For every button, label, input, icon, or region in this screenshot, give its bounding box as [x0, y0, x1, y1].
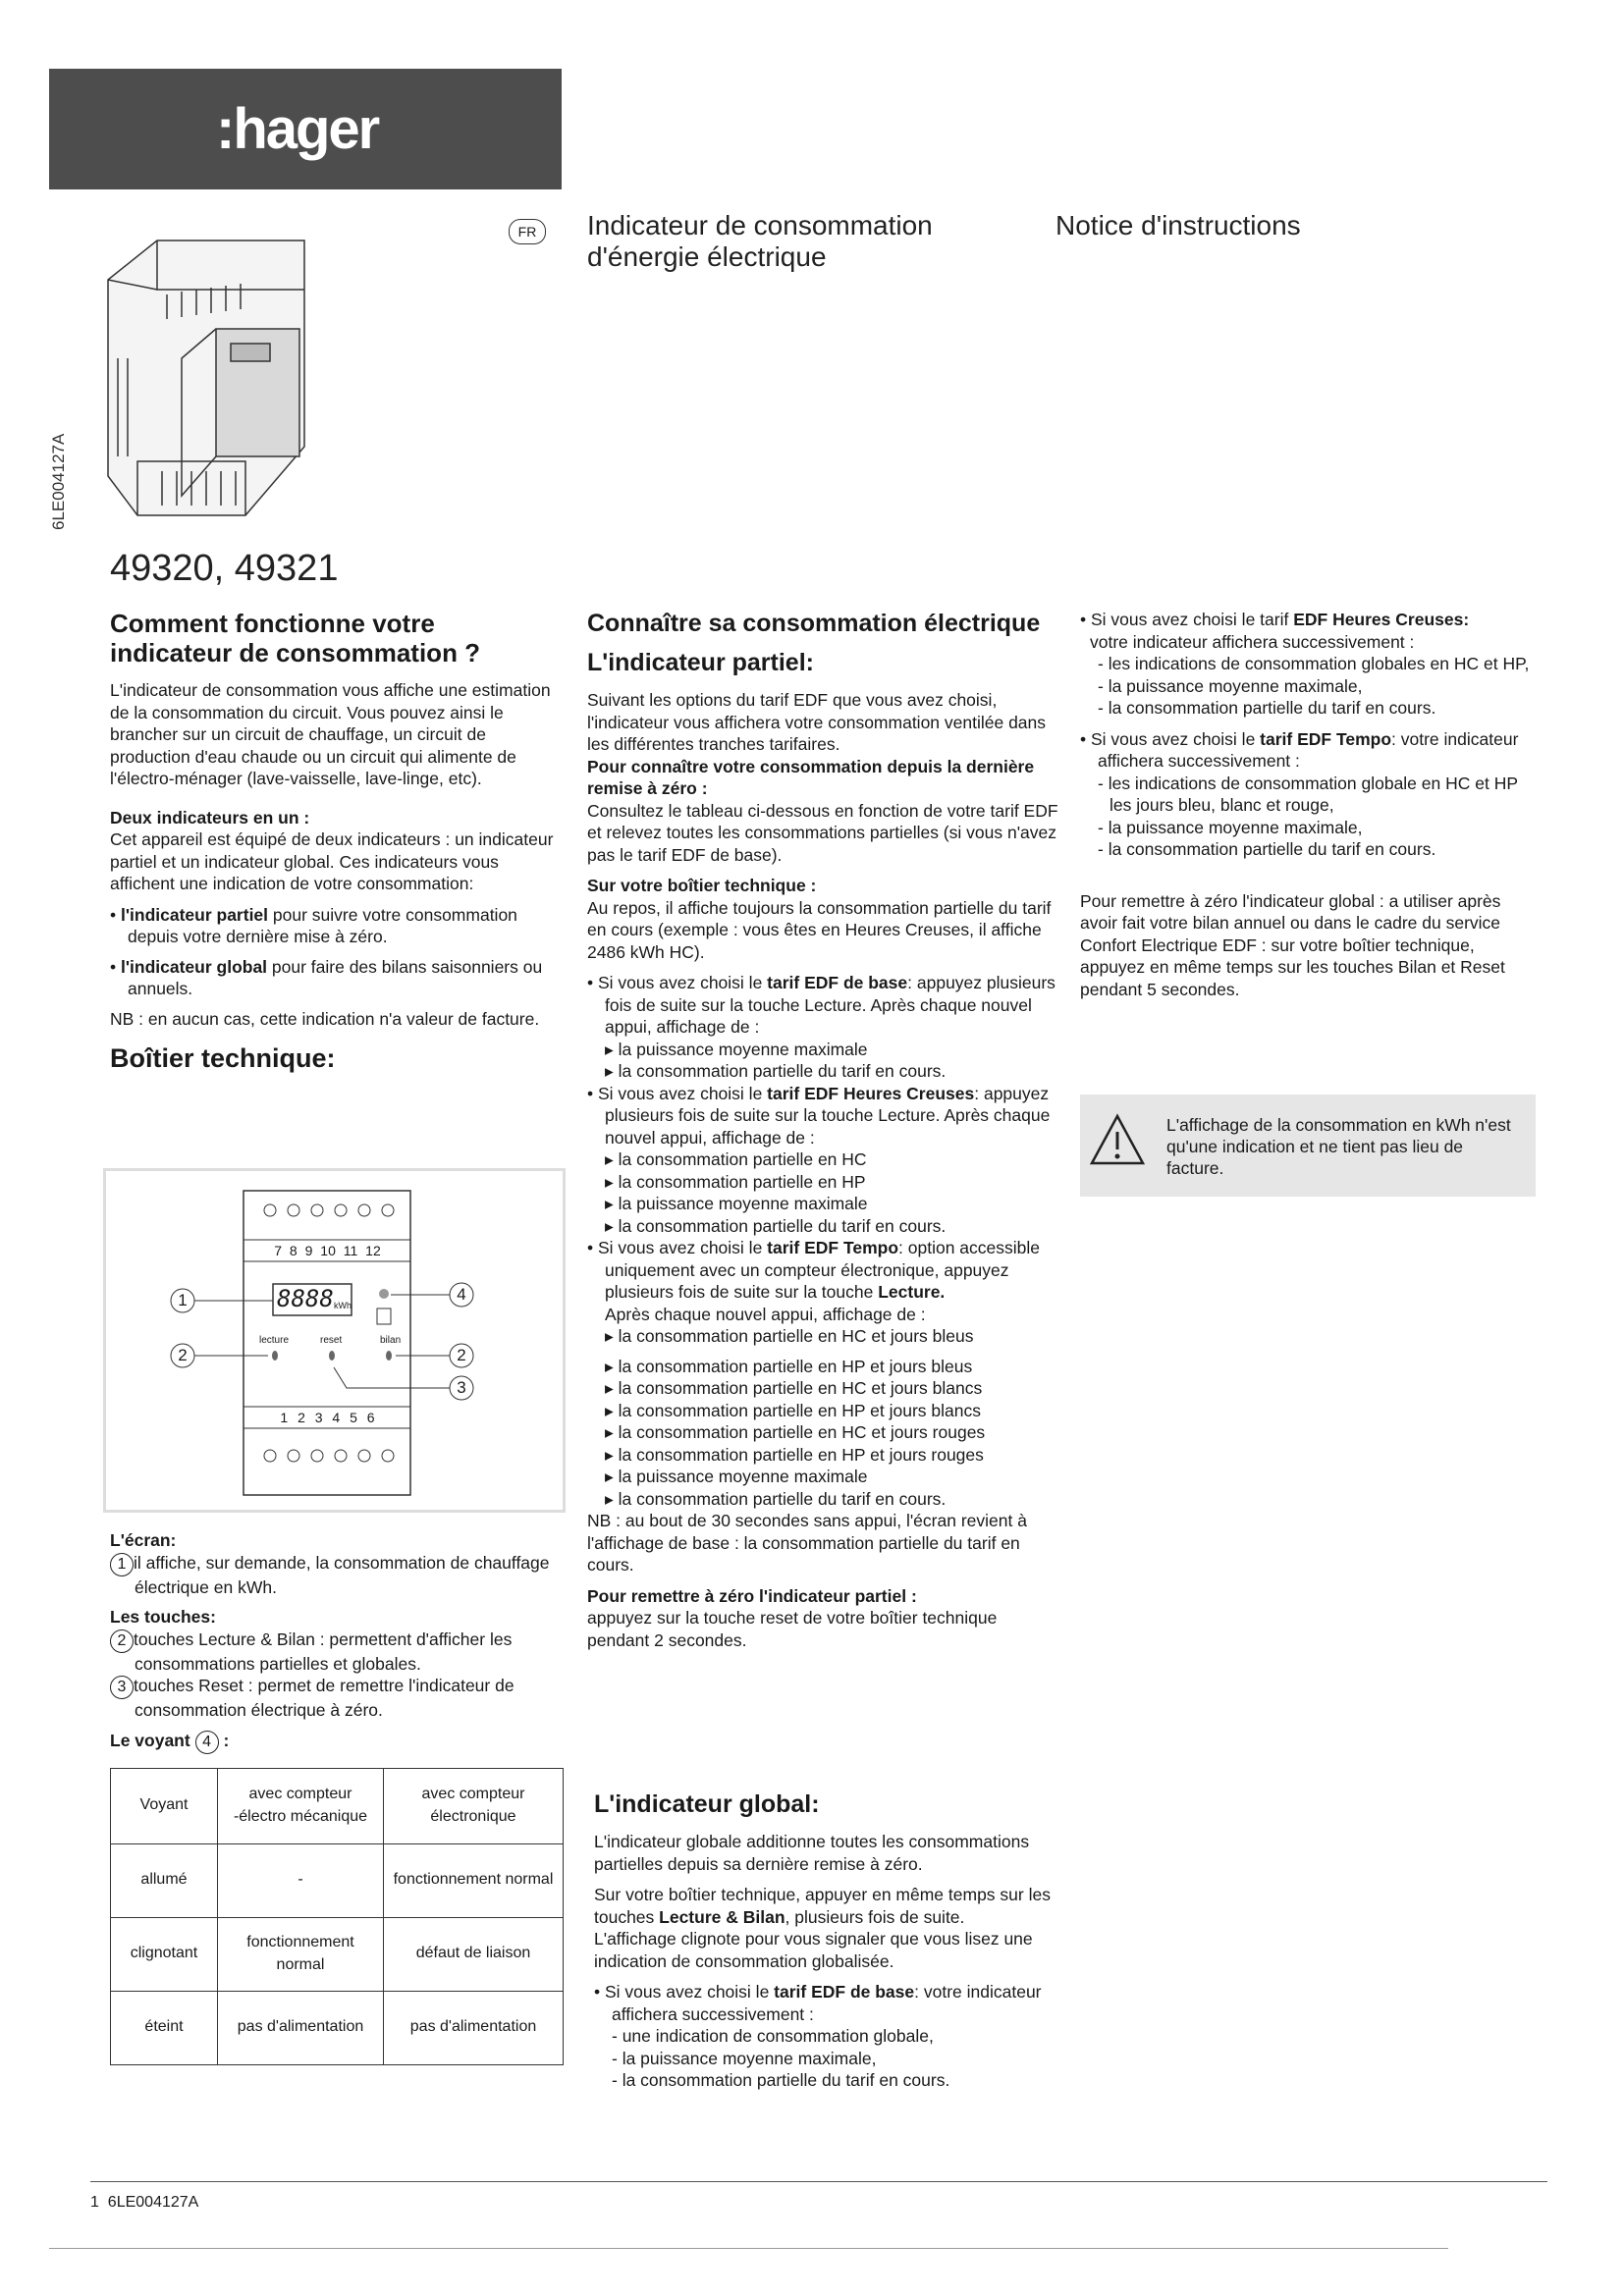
clignote-paragraph: L'affichage clignote pour vous signaler que vous lisez une indication de consommation globalisée.: [594, 1929, 1033, 1971]
list-item: ▸ la consommation partielle du tarif en cours.: [605, 1215, 947, 1236]
list-item: ▸ la consommation partielle du tarif en cours.: [605, 1061, 947, 1081]
list-item: • l'indicateur partiel pour suivre votre consommation depuis votre dernière mise à zéro.: [110, 904, 517, 946]
column-left: [110, 609, 557, 1085]
table-row: allumé - fonctionnement normal: [111, 1843, 564, 1917]
sur-boitier-title: Sur votre boîtier technique :: [587, 876, 817, 895]
remettre-partiel-text: appuyez sur la touche reset de votre boîtier technique pendant 2 secondes.: [587, 1608, 998, 1650]
table-header-row: Voyant avec compteur -électro mécanique avec compteur électronique: [111, 1768, 564, 1843]
repos-paragraph: Au repos, il affiche toujours la consommation partielle du tarif en cours (exemple : vous êtes en Heures Creuses, il affiche 2486 kWh HC).: [587, 897, 1052, 962]
list-item: ▸ la puissance moyenne maximale: [605, 1039, 868, 1059]
top-terminal-labels: 7 8 9 10 11 12: [274, 1243, 381, 1258]
column-left-lower: [110, 1529, 557, 2065]
language-badge: FR: [509, 219, 546, 244]
callout-1: 1: [178, 1291, 188, 1309]
column-middle: [587, 609, 1058, 1660]
list-item: ▸ la consommation partielle en HP et jours blancs: [605, 1400, 981, 1420]
two-indicators-text: Cet appareil est équipé de deux indicateurs : un indicateur partiel et un indicateur global. Ces indicateurs vous affichent une indication de votre consommation:: [110, 829, 554, 893]
ecran-text: 1 il affiche, sur demande, la consommation de chauffage électrique en kWh.: [110, 1552, 557, 1599]
ecran-title: L'écran:: [110, 1530, 177, 1550]
list-item: ▸ la puissance moyenne maximale: [605, 1467, 868, 1486]
nb-note: NB : en aucun cas, cette indication n'a valeur de facture.: [110, 1008, 540, 1029]
list-item: ▸ la consommation partielle du tarif en cours.: [605, 1488, 947, 1509]
tarif-hc-item: • Si vous avez choisi le tarif EDF Heures Creuses: appuyez plusieurs fois de suite sur la touche Lecture. Après chaque nouvel appui, affichage de :: [587, 1083, 1051, 1148]
global-paragraph: L'indicateur globale additionne toutes les consommations partielles depuis sa dernière remise à zéro.: [594, 1832, 1030, 1874]
heading-indicateur-partiel: L'indicateur partiel:: [587, 649, 814, 676]
lcd-display: 8888: [277, 1285, 334, 1312]
footer-divider: [90, 2181, 1547, 2182]
global-tempo-item: • Si vous avez choisi le tarif EDF Tempo: votre indicateur affichera successivement :: [1080, 728, 1519, 771]
pour-connaitre-title: Pour connaître votre consommation depuis la dernière remise à zéro :: [587, 756, 1035, 798]
tarif-base-item: • Si vous avez choisi le tarif EDF de base: appuyez plusieurs fois de suite sur la touche Lecture. Après chaque nouvel appui, affichage de :: [587, 973, 1056, 1037]
warning-text: L'affichage de la consommation en kWh n'est qu'une indication et ne tient pas lieu de facture.: [1166, 1115, 1511, 1178]
global-sur-boitier: Sur votre boîtier technique, appuyer en même temps sur les touches Lecture & Bilan, plusieurs fois de suite.: [594, 1885, 1051, 1927]
list-item: - la puissance moyenne maximale,: [1098, 675, 1363, 696]
callout-2-left: 2: [178, 1346, 188, 1364]
list-item: ▸ la consommation partielle en HC et jours bleus: [605, 1326, 974, 1346]
device-illustration: [98, 221, 324, 525]
callout-3: 3: [457, 1378, 466, 1397]
global-hc-item: • Si vous avez choisi le tarif EDF Heures Creuses:: [1080, 610, 1470, 629]
list-item: - les indications de consommation globale en HC et HP les jours bleu, blanc et rouge,: [1098, 773, 1518, 815]
list-item: - la puissance moyenne maximale,: [612, 2048, 877, 2068]
callout-4: 4: [457, 1285, 466, 1304]
list-item: ▸ la consommation partielle en HP: [605, 1171, 866, 1192]
list-item: - la consommation partielle du tarif en cours.: [1098, 839, 1436, 859]
column-middle-lower: [594, 1789, 1060, 2092]
side-reference-code: 6LE004127A: [49, 433, 68, 530]
consultez-paragraph: Consultez le tableau ci-dessous en fonction de votre tarif EDF et relevez toutes les consommations partielles (si vous n'avez pas le tarif EDF de base).: [587, 800, 1058, 865]
two-indicators-title: Deux indicateurs en un :: [110, 807, 310, 828]
list-item: - la consommation partielle du tarif en cours.: [612, 2070, 950, 2090]
list-item: ▸ la consommation partielle en HP et jours bleus: [605, 1356, 973, 1376]
table-row: clignotant fonctionnement normal défaut de liaison: [111, 1917, 564, 1991]
label-reset: reset: [320, 1335, 343, 1346]
hc-intro: votre indicateur affichera successivement :: [1090, 631, 1415, 652]
voyant-table: [110, 1768, 564, 2065]
remettre-partiel-title: Pour remettre à zéro l'indicateur partiel :: [587, 1585, 917, 1606]
list-item: ▸ la consommation partielle en HC et jours blancs: [605, 1378, 983, 1398]
warning-box: [1080, 1095, 1536, 1197]
warning-icon: [1088, 1112, 1147, 1167]
brand-banner: [49, 69, 562, 189]
list-item: ▸ la consommation partielle en HC: [605, 1149, 867, 1169]
footer-reference: 1 6LE004127A: [90, 2194, 199, 2211]
document-title: Indicateur de consommation d'énergie électrique: [587, 210, 933, 272]
label-bilan: bilan: [380, 1335, 402, 1346]
label-lecture: lecture: [259, 1335, 290, 1346]
column-right: [1080, 609, 1542, 1009]
bottom-divider: [49, 2248, 1448, 2249]
nb-30-seconds: NB : au bout de 30 secondes sans appui, l'écran revient à l'affichage de base : la consommation partielle du tarif en cours.: [587, 1511, 1027, 1575]
heading-boitier: Boîtier technique:: [110, 1043, 336, 1073]
list-item: - une indication de consommation globale,: [612, 2026, 934, 2046]
callout-2-right: 2: [457, 1346, 466, 1364]
intro-paragraph: L'indicateur de consommation vous affiche une estimation de la consommation du circuit. Vous pouvez ainsi le brancher sur un circuit de chauffage, un circuit de production d'eau chaude ou un circuit qui alimente de l'électro-ménager (lave-vaisselle, lave-linge, etc).: [110, 680, 551, 788]
list-item: - la consommation partielle du tarif en cours.: [1098, 698, 1436, 718]
suivant-paragraph: Suivant les options du tarif EDF que vous avez choisi, l'indicateur vous affichera votre consommation ventilée dans les différentes tranches tarifaires.: [587, 690, 1047, 754]
list-item: - les indications de consommation globales en HC et HP,: [1098, 654, 1530, 673]
touche-reset: 3 touches Reset : permet de remettre l'indicateur de consommation électrique à zéro.: [110, 1675, 557, 1722]
remettre-global-text: Pour remettre à zéro l'indicateur global : a utiliser après avoir fait votre bilan annuel ou dans le cadre du service Confort Electrique EDF : sur votre boîtier technique, appuyez en même temps sur les touches Bilan et Reset pendant 5 secondes.: [1080, 890, 1505, 999]
boitier-diagram: [103, 1168, 566, 1513]
voyant-title: Le voyant 4 :: [110, 1730, 557, 1754]
table-row: éteint pas d'alimentation pas d'alimentation: [111, 1991, 564, 2064]
hager-logo: :hager: [216, 97, 379, 161]
list-item: ▸ la puissance moyenne maximale: [605, 1194, 868, 1213]
product-numbers: 49320, 49321: [110, 548, 339, 589]
bottom-terminal-labels: 1 2 3 4 5 6: [280, 1410, 375, 1425]
list-item: ▸ la consommation partielle en HP et jours rouges: [605, 1444, 984, 1465]
notice-label: Notice d'instructions: [1056, 210, 1301, 240]
heading-connaitre: Connaître sa consommation électrique: [587, 610, 1041, 637]
touche-lecture-bilan: 2 touches Lecture & Bilan : permettent d'afficher les consommations partielles et globales.: [110, 1629, 557, 1676]
touches-title: Les touches:: [110, 1607, 216, 1627]
global-base-item: • Si vous avez choisi le tarif EDF de base: votre indicateur affichera successivement :: [594, 1982, 1042, 2024]
tarif-tempo-item: • Si vous avez choisi le tarif EDF Tempo: option accessible uniquement avec un compteur électronique, appuyez plusieurs fois de suite sur la touche Lecture.: [587, 1238, 1041, 1302]
list-item: ▸ la consommation partielle en HC et jours rouges: [605, 1422, 986, 1442]
list-item: - la puissance moyenne maximale,: [1098, 817, 1363, 837]
tempo-after: Après chaque nouvel appui, affichage de :: [605, 1304, 926, 1324]
heading-indicateur-global: L'indicateur global:: [594, 1790, 820, 1818]
lcd-unit: kWh: [334, 1301, 352, 1310]
heading-how-it-works: Comment fonctionne votre indicateur de consommation ?: [110, 609, 481, 667]
list-item: • l'indicateur global pour faire des bilans saisonniers ou annuels.: [110, 956, 543, 998]
